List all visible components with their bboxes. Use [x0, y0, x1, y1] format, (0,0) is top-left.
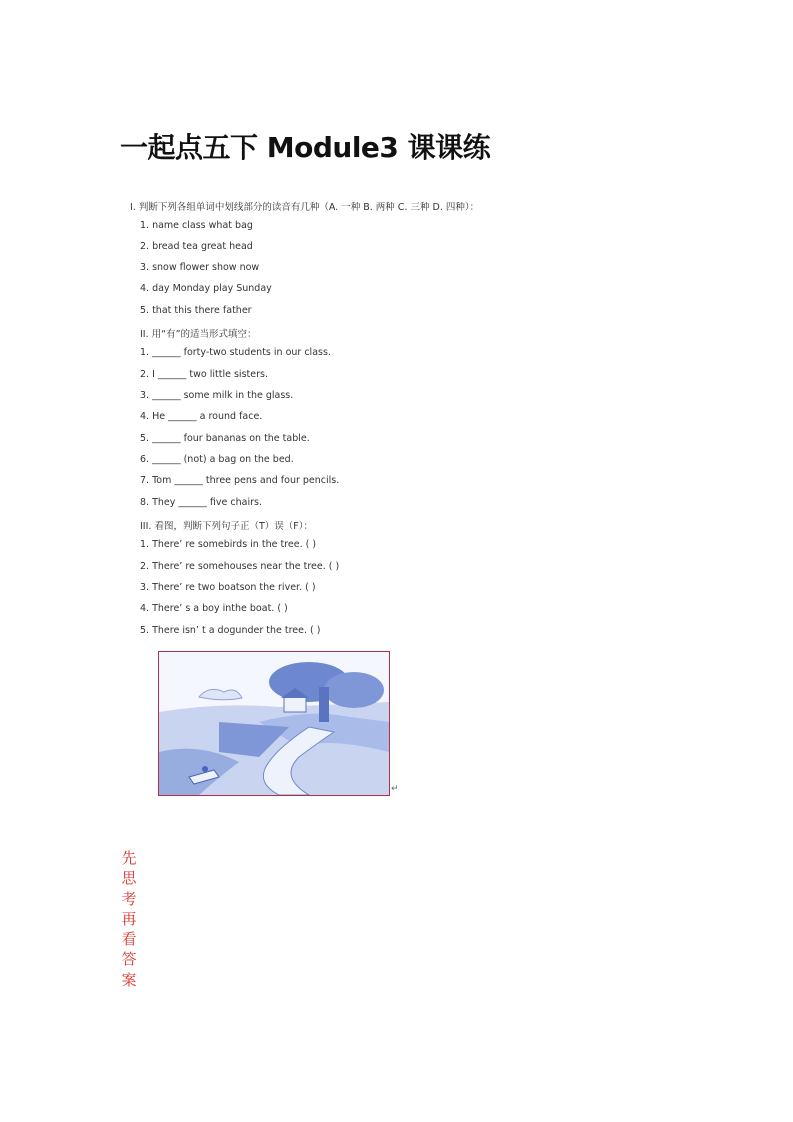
- list-item: 5. There isn’ t a dogunder the tree. ( ): [140, 625, 321, 636]
- list-item: 3. snow flower show now: [140, 262, 260, 273]
- river-scene-illustration: [158, 651, 390, 796]
- paragraph-return-mark: ↵: [391, 784, 399, 794]
- list-item: 3. ______ some milk in the glass.: [140, 390, 294, 401]
- list-item: 1. ______ forty-two students in our class.: [140, 347, 331, 358]
- list-item: 1. There’ re somebirds in the tree. ( ): [140, 539, 317, 550]
- section-1-heading: I. 判断下列各组单词中划线部分的读音有几种（A. 一种 B. 两种 C. 三种 D. 四种）：: [130, 202, 480, 213]
- footer-char: 案: [121, 970, 137, 989]
- list-item: 2. I ______ two little sisters.: [140, 369, 268, 380]
- list-item: 2. There’ re somehouses near the tree. ( ): [140, 561, 340, 572]
- list-item: 3. There’ re two boatson the river. ( ): [140, 582, 316, 593]
- list-item: 4. He ______ a round face.: [140, 411, 263, 422]
- list-item: 4. There’ s a boy inthe boat. ( ): [140, 603, 288, 614]
- vertical-footer-note: [120, 848, 138, 990]
- list-item: 6. ______ (not) a bag on the bed.: [140, 454, 294, 465]
- list-item: 5. that this there father: [140, 305, 252, 316]
- footer-char: 再: [121, 909, 137, 928]
- footer-char: 看: [121, 930, 137, 949]
- section-3-heading: III. 看图，判断下列句子正（T）误（F）：: [140, 521, 313, 532]
- page-title: 一起点五下 Module3 课课练: [120, 131, 491, 164]
- list-item: 2. bread tea great head: [140, 241, 253, 252]
- list-item: 1. name class what bag: [140, 220, 253, 231]
- section-2-heading: II. 用“有”的适当形式填空：: [140, 329, 257, 340]
- list-item: 7. Tom ______ three pens and four pencils.: [140, 475, 340, 486]
- list-item: 4. day Monday play Sunday: [140, 283, 272, 294]
- footer-char: 考: [121, 889, 137, 908]
- footer-char: 先: [121, 849, 137, 867]
- list-item: 8. They ______ five chairs.: [140, 497, 262, 508]
- footer-char: 思: [121, 869, 137, 888]
- footer-char: 答: [121, 950, 137, 969]
- list-item: 5. ______ four bananas on the table.: [140, 433, 310, 444]
